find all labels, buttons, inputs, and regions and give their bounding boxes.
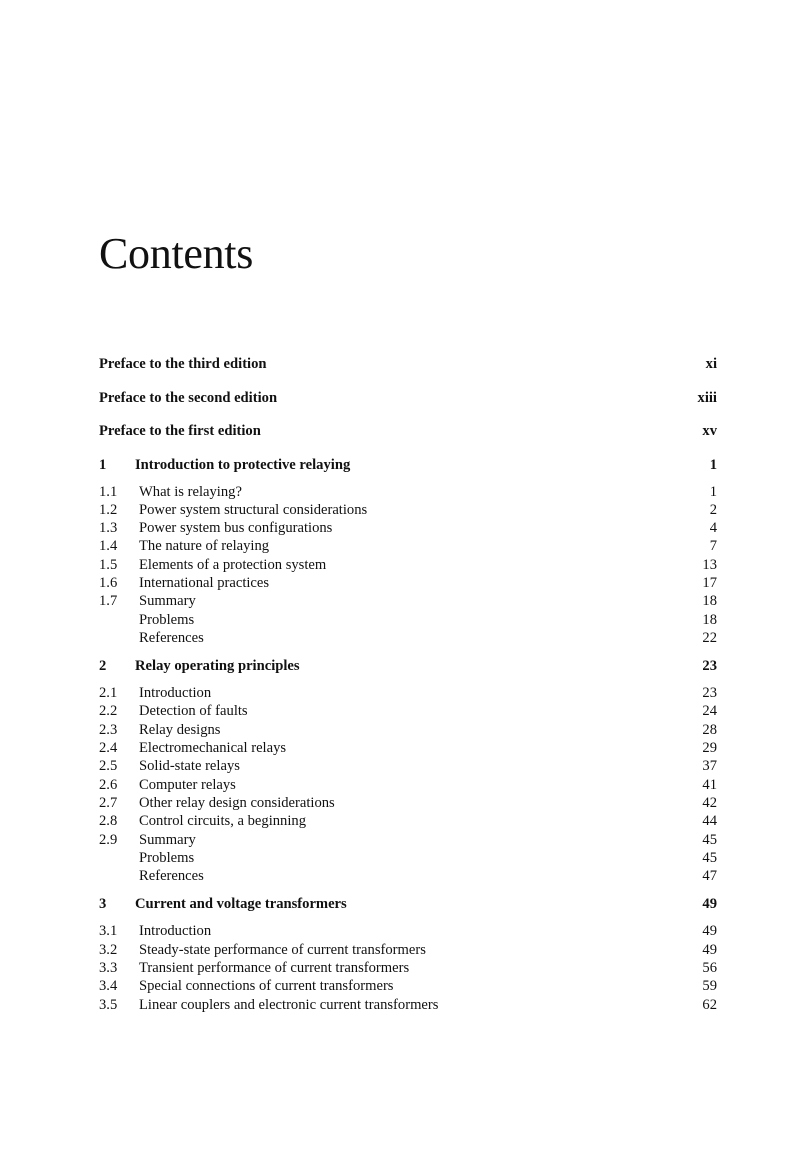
toc-section-entry-number: 1.5 xyxy=(99,556,118,573)
toc-section-entry-title: Elements of a protection system xyxy=(139,556,327,573)
toc-chapter-heading xyxy=(99,455,717,483)
toc-section-entry-page-number: 37 xyxy=(702,758,717,775)
toc-section-entry xyxy=(99,537,717,555)
toc-section-entry-page-number: 17 xyxy=(702,574,717,591)
toc-section-entry-page-number: 28 xyxy=(702,721,717,738)
toc-section-entry-number: 2.4 xyxy=(99,740,118,757)
page-title: Contents xyxy=(99,229,254,278)
toc-preface-entry-page-number: xi xyxy=(705,356,717,372)
toc-chapter-heading-title: Current and voltage transformers xyxy=(135,896,347,913)
toc-section-entry-page-number: 2 xyxy=(709,501,717,518)
toc-section-entry-page-number: 49 xyxy=(702,923,717,940)
toc-section-entry-title: Electromechanical relays xyxy=(139,740,287,757)
toc-section-entry xyxy=(99,757,717,775)
toc-section-entry xyxy=(99,996,717,1014)
toc-section-entry-number: 2.8 xyxy=(99,813,118,830)
toc-preface-entry-title: Preface to the third edition xyxy=(99,356,267,372)
toc-section-entry-number: 1.1 xyxy=(99,483,118,500)
toc-section-entry xyxy=(99,867,717,885)
toc-section-entry-title: The nature of relaying xyxy=(139,538,270,555)
toc-section-entry-title: Steady-state performance of current transformers xyxy=(139,941,426,958)
toc-section-entry xyxy=(99,831,717,849)
toc-section-entry-number: 3.4 xyxy=(99,978,118,995)
toc-section-entry-number: 2.6 xyxy=(99,776,118,793)
toc-section-entry xyxy=(99,519,717,537)
toc-section-entry-page-number: 18 xyxy=(702,593,717,610)
toc-section-entry xyxy=(99,556,717,574)
toc-section-entry-page-number: 45 xyxy=(702,831,717,848)
toc-chapter-heading xyxy=(99,894,717,922)
toc-section-entry-number: 2.3 xyxy=(99,721,118,738)
toc-section-entry-title: Special connections of current transformers xyxy=(139,978,394,995)
toc-section-entry-title: Power system structural considerations xyxy=(139,501,368,518)
toc-section-entry xyxy=(99,629,717,647)
toc-chapter-heading-title: Introduction to protective relaying xyxy=(135,456,351,473)
toc-section-entry-page-number: 1 xyxy=(709,483,717,500)
toc-section-entry-page-number: 22 xyxy=(702,629,717,646)
toc-section-entry-title: Control circuits, a beginning xyxy=(139,813,306,830)
toc-section-entry-page-number: 24 xyxy=(702,703,717,720)
toc-chapter-heading xyxy=(99,656,717,684)
toc-section-entry-page-number: 23 xyxy=(702,685,717,702)
toc-section-entry-number: 3.3 xyxy=(99,960,118,977)
toc-section-entry-title: Problems xyxy=(139,611,195,628)
toc-section-entry-title: Other relay design considerations xyxy=(139,794,335,811)
toc-section-entry-number: 1.2 xyxy=(99,501,118,518)
toc-section-entry-page-number: 56 xyxy=(702,960,717,977)
toc-section-entry-title: Problems xyxy=(139,849,195,866)
toc-section-entry xyxy=(99,721,717,739)
toc-section-entry xyxy=(99,922,717,940)
toc-section-entry xyxy=(99,849,717,867)
toc-section-entry-page-number: 7 xyxy=(709,538,717,555)
toc-section-entry-title: Computer relays xyxy=(139,776,236,793)
toc-section-entry-page-number: 62 xyxy=(702,996,717,1013)
toc-section-entry-title: Introduction xyxy=(139,685,212,702)
toc-section-entry xyxy=(99,941,717,959)
toc-preface-entry-page-number: xv xyxy=(702,423,717,439)
toc-section-entry-title: Summary xyxy=(139,831,196,848)
toc-section-entry-number: 1.6 xyxy=(99,574,118,591)
toc-preface-entry xyxy=(99,388,717,422)
toc-section-entry-page-number: 59 xyxy=(702,978,717,995)
toc-section-entry-title: Relay designs xyxy=(139,721,221,738)
toc-chapter-heading-number: 1 xyxy=(99,456,107,473)
toc-chapter-heading-page-number: 23 xyxy=(702,658,717,675)
toc-preface-entry xyxy=(99,354,717,388)
toc-section-entry-page-number: 49 xyxy=(702,941,717,958)
toc-preface-entry-page-number: xiii xyxy=(697,389,717,406)
toc-section-entry-number: 1.4 xyxy=(99,538,118,555)
toc-chapter-heading-page-number: 49 xyxy=(702,896,717,913)
toc-preface-entry-title: Preface to the second edition xyxy=(99,389,278,406)
toc-section-entry-number: 3.2 xyxy=(99,941,118,958)
toc-section-entry-page-number: 4 xyxy=(709,520,717,537)
toc-section-entry-page-number: 29 xyxy=(702,740,717,757)
toc-section-entry-title: Solid-state relays xyxy=(139,758,240,775)
toc-section-entry xyxy=(99,483,717,501)
toc-section-entry-page-number: 45 xyxy=(702,849,717,866)
toc-section-entry-page-number: 41 xyxy=(702,776,717,793)
toc-section-entry-title: Linear couplers and electronic current transformers xyxy=(139,996,439,1013)
toc-section-entry-title: Detection of faults xyxy=(139,703,248,720)
toc-section-entry-number: 1.7 xyxy=(99,593,118,610)
toc-section-entry-page-number: 13 xyxy=(702,556,717,573)
toc-section-entry-page-number: 47 xyxy=(702,868,717,885)
toc-section-entry-title: References xyxy=(139,868,204,885)
toc-section-entry-number: 2.1 xyxy=(99,685,118,702)
toc-section-entry-page-number: 42 xyxy=(702,794,717,811)
toc-section-entry-number: 2.9 xyxy=(99,831,118,848)
toc-section-entry-number: 2.2 xyxy=(99,703,118,720)
toc-section-entry-title: Introduction xyxy=(139,923,212,940)
toc-chapter-heading-title: Relay operating principles xyxy=(135,658,300,675)
toc-section-entry xyxy=(99,684,717,702)
toc-section-entry-number: 2.7 xyxy=(99,794,118,811)
toc-section-entry-title: Power system bus configurations xyxy=(139,520,333,537)
toc-section-entry xyxy=(99,794,717,812)
toc-chapter-heading-page-number: 1 xyxy=(709,456,717,473)
toc-section-entry xyxy=(99,739,717,757)
toc-section-entry xyxy=(99,977,717,995)
toc-section-entry-page-number: 44 xyxy=(702,813,717,830)
toc-section-entry-title: International practices xyxy=(139,574,270,591)
toc-section-entry-page-number: 18 xyxy=(702,611,717,628)
toc-chapter-heading-number: 2 xyxy=(99,658,107,675)
toc-section-entry-title: What is relaying? xyxy=(139,483,242,500)
toc-section-entry xyxy=(99,592,717,610)
toc-section-entry xyxy=(99,501,717,519)
toc-chapter-heading-number: 3 xyxy=(99,896,107,913)
toc-section-entry xyxy=(99,812,717,830)
toc-section-entry xyxy=(99,574,717,592)
toc-section-entry-number: 3.5 xyxy=(99,996,118,1013)
toc-section-entry-title: References xyxy=(139,629,204,646)
toc-section-entry xyxy=(99,776,717,794)
toc-preface-entry-title: Preface to the first edition xyxy=(99,423,261,439)
toc-section-entry xyxy=(99,959,717,977)
toc-section-entry-number: 3.1 xyxy=(99,923,118,940)
toc-section-entry xyxy=(99,611,717,629)
toc-section-entry xyxy=(99,702,717,720)
toc-section-entry-number: 2.5 xyxy=(99,758,118,775)
toc-section-entry-title: Transient performance of current transformers xyxy=(139,960,410,977)
table-of-contents xyxy=(99,354,717,1014)
toc-section-entry-title: Summary xyxy=(139,593,196,610)
toc-preface-entry xyxy=(99,421,717,455)
toc-section-entry-number: 1.3 xyxy=(99,520,118,537)
